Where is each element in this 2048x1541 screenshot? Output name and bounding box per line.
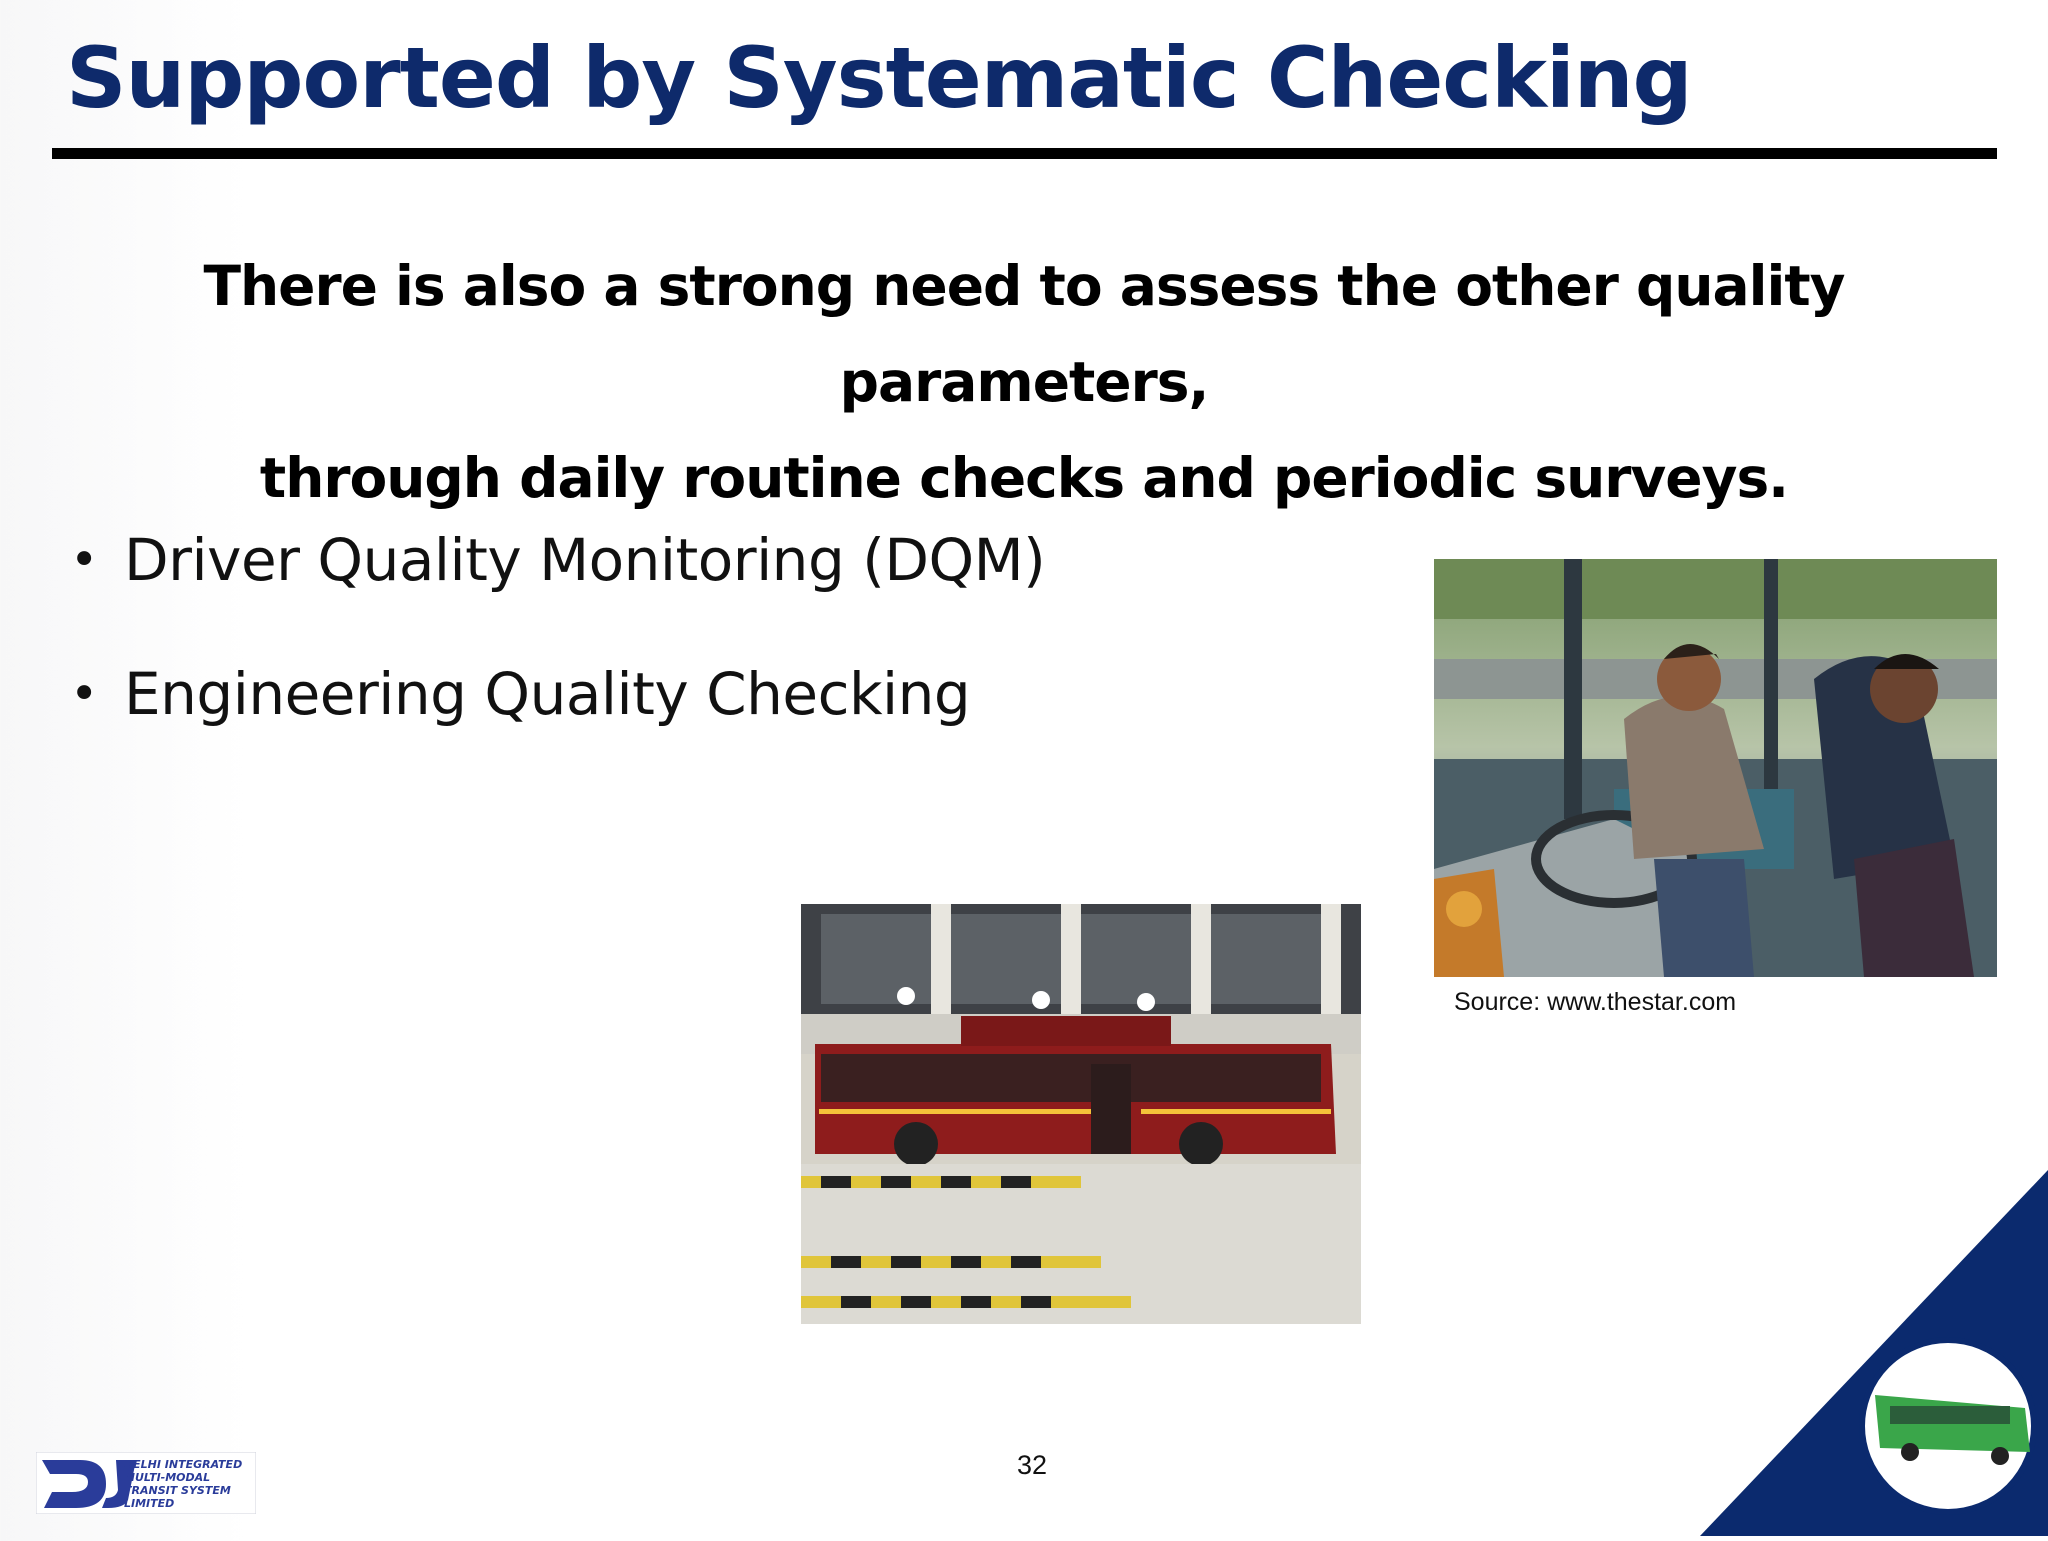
logo-line-4: LIMITED [124,1497,175,1510]
bullet-dot-icon: • [70,532,98,588]
page-number: 32 [1016,1450,1048,1480]
page-title: Supported by Systematic Checking [66,29,1692,127]
lead-line-1: There is also a strong need to assess the other quality parameters, [203,254,1845,414]
logo-line-3: TRANSIT SYSTEM [124,1484,231,1497]
bullet-item-engineering [70,654,1045,734]
logo-line-1: DELHI INTEGRATED [124,1458,243,1471]
bullet-item-dqm [70,520,1045,600]
bullet-text: Engineering Quality Checking [124,660,971,728]
corner-decoration [1700,1170,2048,1536]
title-underline [52,148,1997,159]
bullet-dot-icon: • [70,666,98,722]
lead-line-2: through daily routine checks and periodic surveys. [259,446,1789,510]
driver-photo [1434,559,1997,977]
bullet-text: Driver Quality Monitoring (DQM) [124,526,1046,594]
logo-line-2: MULTI-MODAL [124,1471,211,1484]
bullet-list [70,520,1045,788]
image-source-caption: Source: www.thestar.com [1454,988,1737,1016]
bus-depot-photo [801,904,1361,1324]
lead-statement [60,238,1988,526]
dimts-logo [36,1452,256,1514]
